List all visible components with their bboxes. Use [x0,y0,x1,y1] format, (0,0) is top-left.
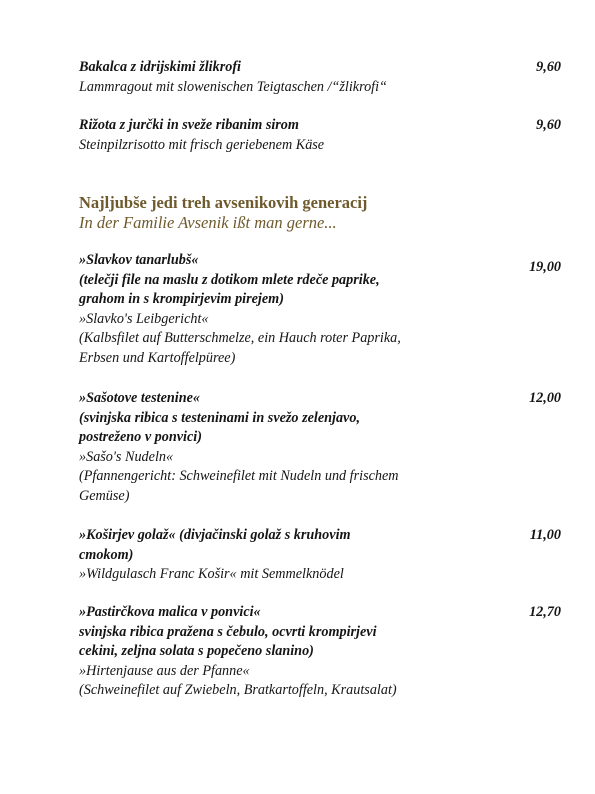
menu-item [79,58,559,97]
dish-desc-sl: postreženo v ponvici) [79,429,202,445]
dish-name-de: Lammragout mit slowenischen Teigtaschen /“žlikrofi“ [79,78,387,95]
menu-item [79,251,559,368]
section-heading [79,193,367,233]
dish-name-de: Steinpilzrisotto mit frisch geriebenem Käse [79,136,325,153]
dish-desc-sl: svinjska ribica pražena s čebulo, ocvrti krompirjevi [79,623,377,640]
dish-price: 9,60 [536,59,561,75]
menu-item [79,116,559,155]
dish-desc-de: (Schweinefilet auf Zwiebeln, Bratkartoffeln, Krautsalat) [79,682,397,698]
dish-name-de: »Sašo's Nudeln« [79,448,174,465]
dish-desc-sl: cekini, zeljna solata s popečeno slanino) [79,643,314,659]
dish-price: 19,00 [529,259,561,275]
dish-price: 12,70 [529,604,561,620]
dish-name-sl: »Sašotove testenine« [79,390,200,406]
dish-desc-de: (Kalbsfilet auf Butterschmelze, ein Hauch roter Paprika, [79,330,401,346]
section-title: Najljubše jedi treh avsenikovih generacij [79,193,368,212]
dish-price: 11,00 [529,527,561,543]
dish-desc-de: Erbsen und Kartoffelpüree) [79,349,236,366]
dish-name-de: »Wildgulasch Franc Košir« mit Semmelknödel [79,566,344,582]
dish-name-sl: Bakalca z idrijskimi žlikrofi [79,59,241,75]
dish-desc-sl: grahom in s krompirjevim pirejem) [79,291,284,307]
dish-price: 9,60 [536,117,561,133]
menu-item [79,603,559,701]
dish-name-de: »Hirtenjause aus der Pfanne« [79,662,250,679]
dish-desc-sl: (svinjska ribica s testeninami in svežo zelenjavo, [79,409,360,426]
dish-desc-de: Gemüse) [79,487,130,504]
dish-name-sl: »Slavkov tanarlubš« [79,252,199,268]
section-subtitle: In der Familie Avsenik ißt man gerne... [79,213,337,232]
dish-desc-sl: (telečji file na maslu z dotikom mlete rdeče paprike, [79,271,380,288]
menu-item [79,389,559,506]
dish-name-de: »Slavko's Leibgericht« [79,310,209,327]
dish-price: 12,00 [529,390,561,406]
dish-name-sl: »Koširjev golaž« (divjačinski golaž s kruhovim [79,527,351,543]
dish-name-sl: Rižota z jurčki in sveže ribanim sirom [79,117,299,133]
dish-name-sl: »Pastirčkova malica v ponvici« [79,604,261,620]
menu-item [79,526,559,585]
dish-desc-de: (Pfannengericht: Schweinefilet mit Nudeln und frischem [79,468,399,484]
dish-desc-sl: cmokom) [79,546,134,563]
